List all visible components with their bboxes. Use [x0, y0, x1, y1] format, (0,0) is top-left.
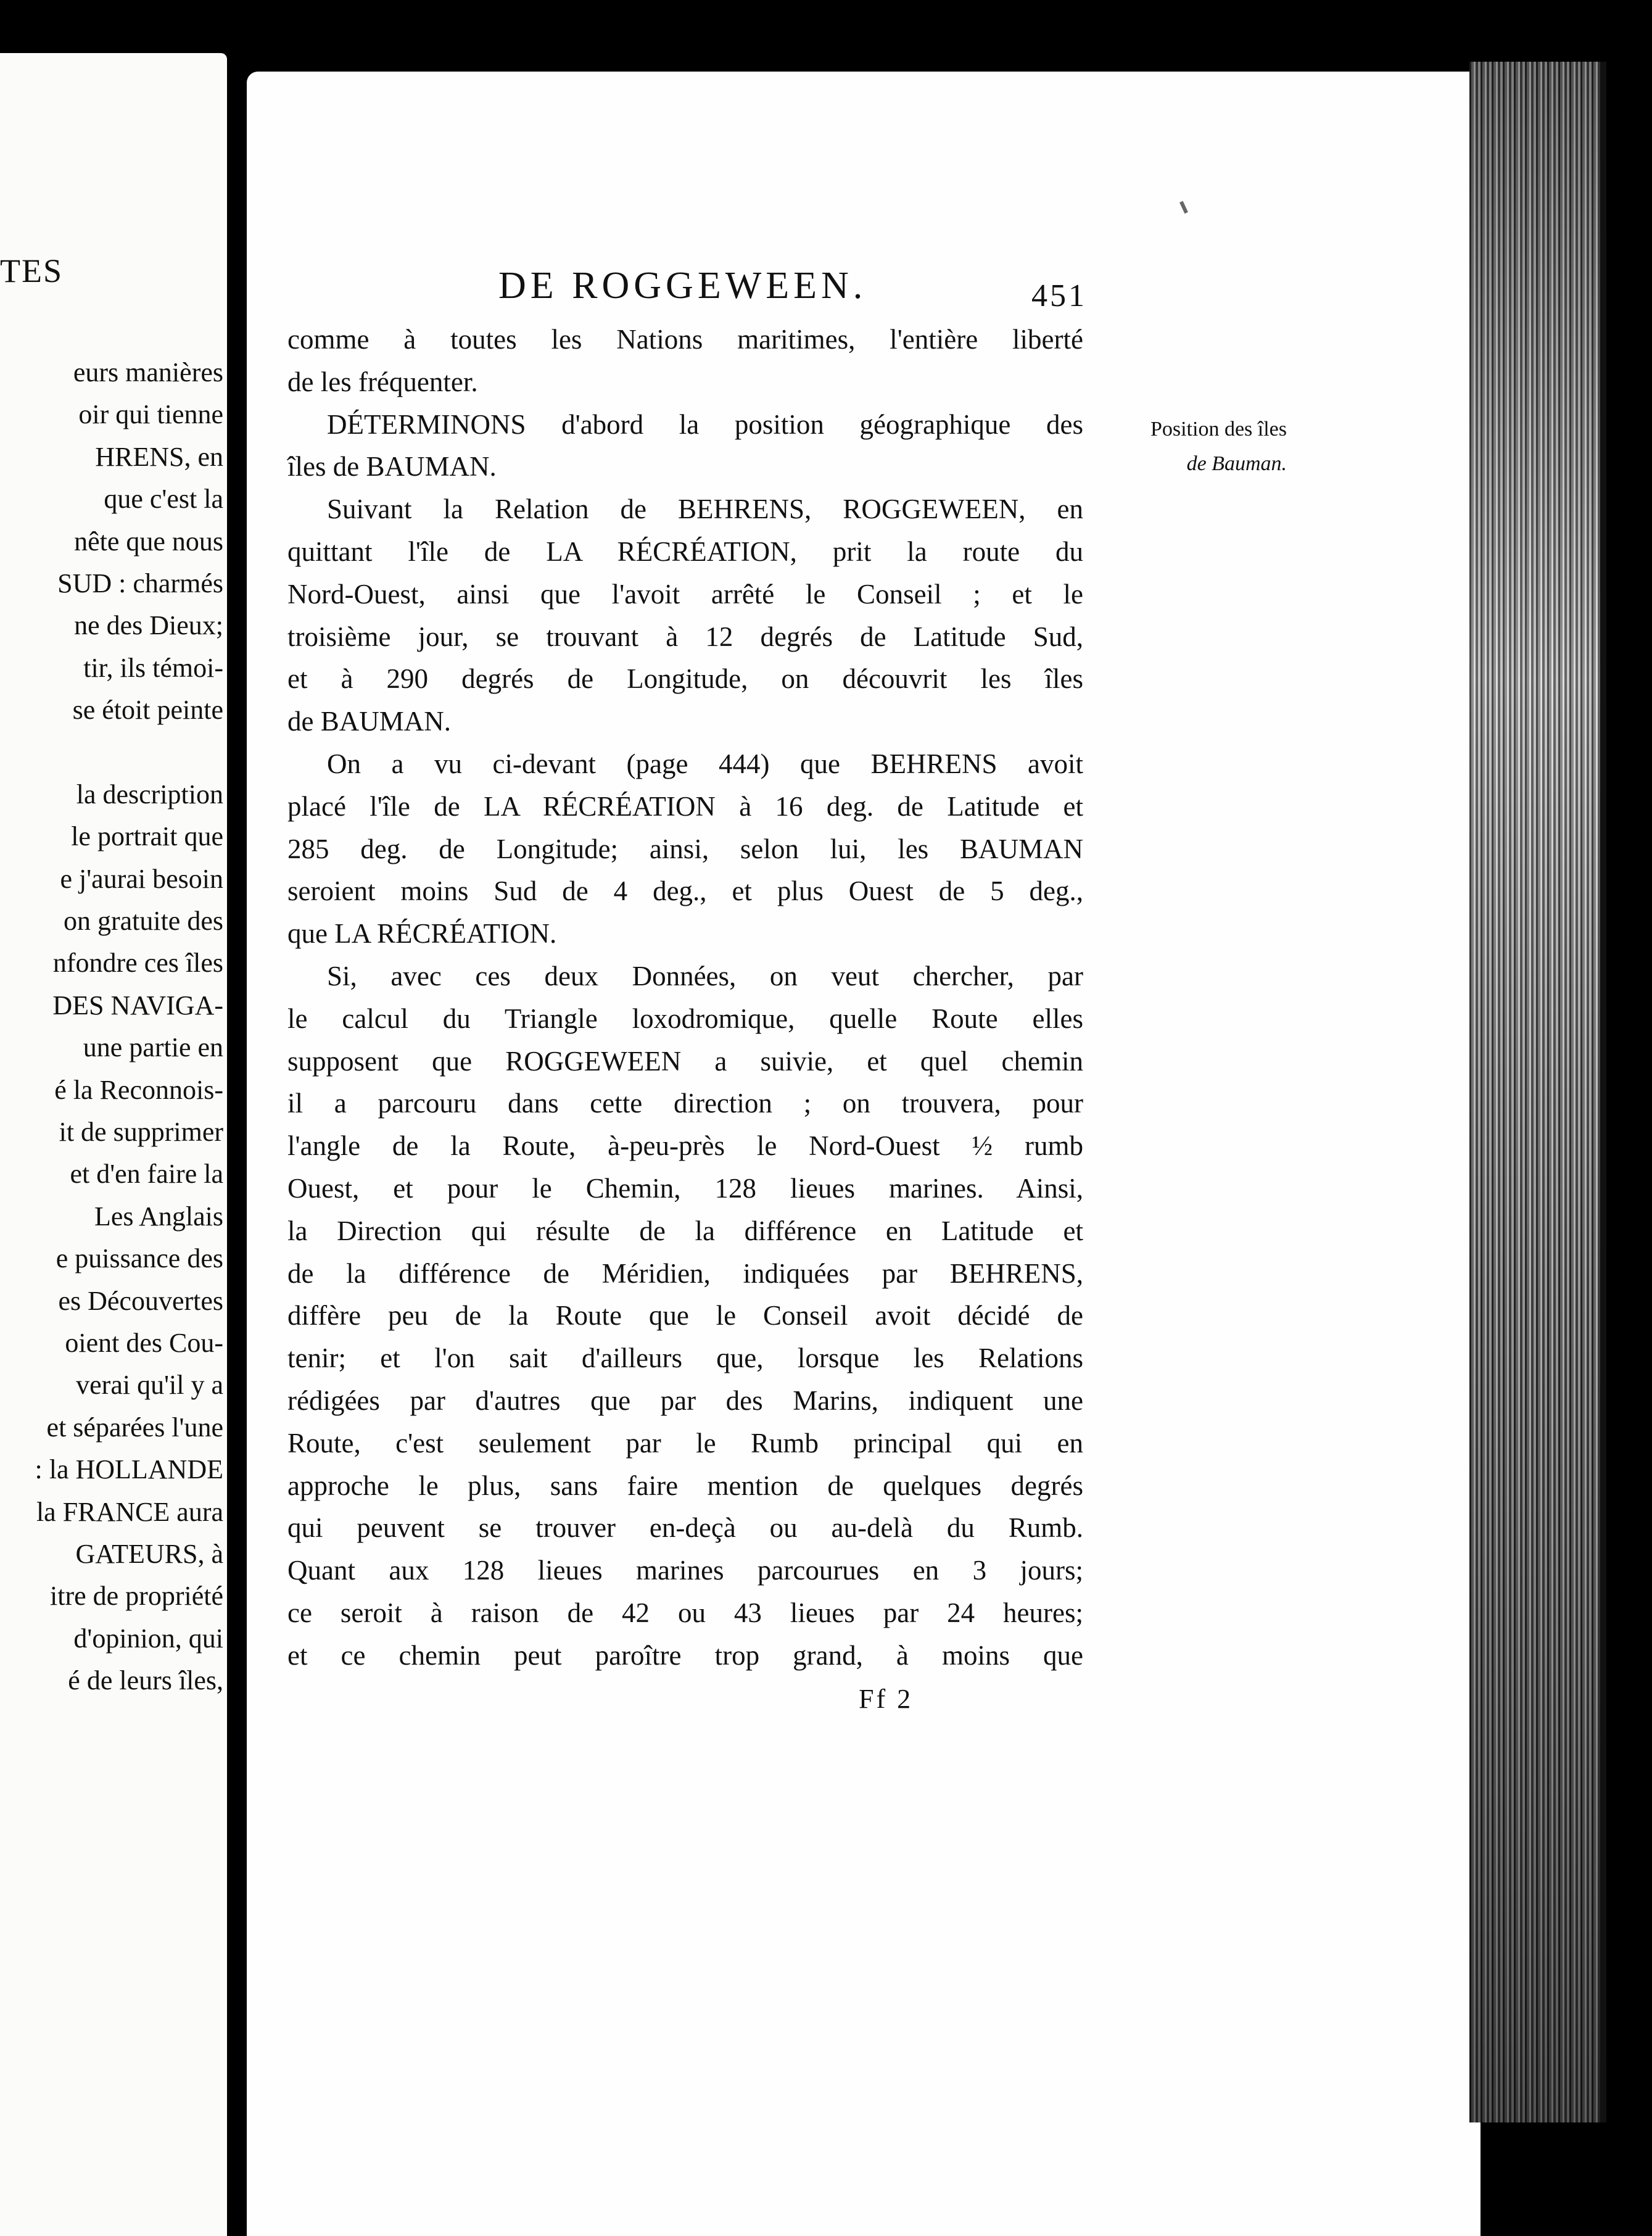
body-text [287, 318, 1083, 1677]
book-gutter [227, 0, 247, 2236]
text-line: tenir; et l'on sait d'ailleurs que, lorsque les Relations [287, 1343, 1083, 1374]
text-line: On a vu ci-devant (page 444) que BEHRENS avoit [327, 748, 1083, 779]
previous-page-line: it de supprimer [59, 1117, 223, 1148]
previous-page-line: eurs manières [73, 357, 223, 387]
text-line: placé l'île de LA RÉCRÉATION à 16 deg. de Latitude et [287, 790, 1083, 822]
previous-page-line: verai qu'il y a [76, 1370, 223, 1401]
previous-page-line: la FRANCE aura [36, 1496, 223, 1527]
previous-page-line: nête que nous [74, 526, 223, 557]
previous-page-line [35, 732, 224, 774]
previous-page-line: et d'en faire la [70, 1159, 223, 1190]
previous-page-line: GATEURS, à [75, 1538, 223, 1569]
previous-page-line: : la HOLLANDE [35, 1454, 223, 1485]
text-line: Ouest, et pour le Chemin, 128 lieues marines. Ainsi, [287, 1172, 1083, 1204]
text-line: le calcul du Triangle loxodromique, quelle Route elles [287, 1003, 1083, 1034]
previous-page-text [35, 352, 224, 1702]
text-line: et ce chemin peut paroître trop grand, à moins que [287, 1639, 1083, 1671]
marginal-note-line-1: Position des îles [1150, 418, 1287, 441]
text-line: approche le plus, sans faire mention de quelques degrés [287, 1470, 1083, 1501]
previous-page-line: SUD : charmés [57, 568, 223, 598]
marginal-note-line-2: de Bauman. [1186, 452, 1287, 475]
previous-page-line: que c'est la [104, 484, 223, 515]
text-line: quittant l'île de LA RÉCRÉATION, prit la route du [287, 536, 1083, 567]
page-edges [1469, 62, 1606, 2122]
text-line: de la différence de Méridien, indiquées par BEHRENS, [287, 1257, 1083, 1289]
text-line: DÉTERMINONS d'abord la position géographique des [327, 408, 1083, 440]
previous-page-line: ne des Dieux; [74, 610, 223, 641]
previous-page-line: e puissance des [56, 1243, 223, 1274]
text-line: la Direction qui résulte de la différence en Latitude et [287, 1215, 1083, 1246]
previous-page-line: e j'aurai besoin [60, 863, 223, 894]
previous-page-line: tir, ils témoi- [83, 652, 223, 683]
previous-page-line: itre de propriété [50, 1581, 223, 1612]
running-header: DE ROGGEWEEN. [498, 265, 867, 307]
previous-page-line: se étoit peinte [72, 695, 223, 726]
previous-page-line: é de leurs îles, [68, 1665, 223, 1696]
previous-page-header: TES [0, 252, 64, 289]
text-line: Route, c'est seulement par le Rumb principal qui en [287, 1427, 1083, 1459]
previous-page-line: d'opinion, qui [73, 1623, 223, 1654]
text-line: et à 290 degrés de Longitude, on découvrit les îles [287, 663, 1083, 695]
text-line: qui peuvent se trouver en-deçà ou au-delà du Rumb. [287, 1512, 1083, 1544]
previous-page-line: es Découvertes [58, 1285, 223, 1316]
text-line: rédigées par d'autres que par des Marins, indiquent une [287, 1385, 1083, 1416]
previous-page-line: DES NAVIGA- [52, 990, 223, 1021]
previous-page-line: et séparées l'une [46, 1412, 223, 1443]
page-number: 451 [1031, 278, 1087, 313]
marginal-note [1102, 412, 1287, 481]
text-line: supposent que ROGGEWEEN a suivie, et quel chemin [287, 1045, 1083, 1077]
text-line: comme à toutes les Nations maritimes, l'entière liberté [287, 324, 1083, 355]
text-line: il a parcouru dans cette direction ; on trouvera, pour [287, 1088, 1083, 1119]
previous-page-line: oient des Cou- [65, 1327, 223, 1358]
text-line: 285 deg. de Longitude; ainsi, selon lui, les BAUMAN [287, 833, 1083, 864]
text-line: ce seroit à raison de 42 ou 43 lieues par 24 heures; [287, 1597, 1083, 1628]
previous-page-line: la description [76, 779, 223, 810]
text-line: Suivant la Relation de BEHRENS, ROGGEWEEN, en [327, 494, 1083, 525]
previous-page-fragment [0, 53, 227, 2236]
previous-page-line: Les Anglais [94, 1201, 223, 1232]
previous-page-line: une partie en [83, 1032, 223, 1063]
previous-page-line: HRENS, en [95, 441, 223, 472]
text-line: troisième jour, se trouvant à 12 degrés de Latitude Sud, [287, 621, 1083, 652]
text-line: diffère peu de la Route que le Conseil avoit décidé de [287, 1300, 1083, 1331]
previous-page-line: é la Reconnois- [54, 1074, 223, 1105]
text-line: Quant aux 128 lieues marines parcourues en 3 jours; [287, 1555, 1083, 1586]
text-line: de les fréquenter. [287, 366, 478, 397]
text-line: l'angle de la Route, à-peu-près le Nord-Ouest ½ rumb [287, 1130, 1083, 1162]
text-line: seroient moins Sud de 4 deg., et plus Ouest de 5 deg., [287, 876, 1083, 907]
previous-page-line: on gratuite des [63, 906, 223, 937]
previous-page-line: oir qui tienne [78, 399, 223, 430]
previous-page-line: nfondre ces îles [52, 948, 223, 979]
text-line: que LA RÉCRÉATION. [287, 918, 557, 950]
previous-page-line: le portrait que [71, 821, 223, 852]
text-line: Si, avec ces deux Données, on veut chercher, par [327, 960, 1083, 992]
text-line: îles de BAUMAN. [287, 451, 497, 482]
text-line: de BAUMAN. [287, 706, 451, 737]
signature-mark: Ff 2 [859, 1684, 914, 1714]
text-line: Nord-Ouest, ainsi que l'avoit arrêté le Conseil ; et le [287, 578, 1083, 610]
